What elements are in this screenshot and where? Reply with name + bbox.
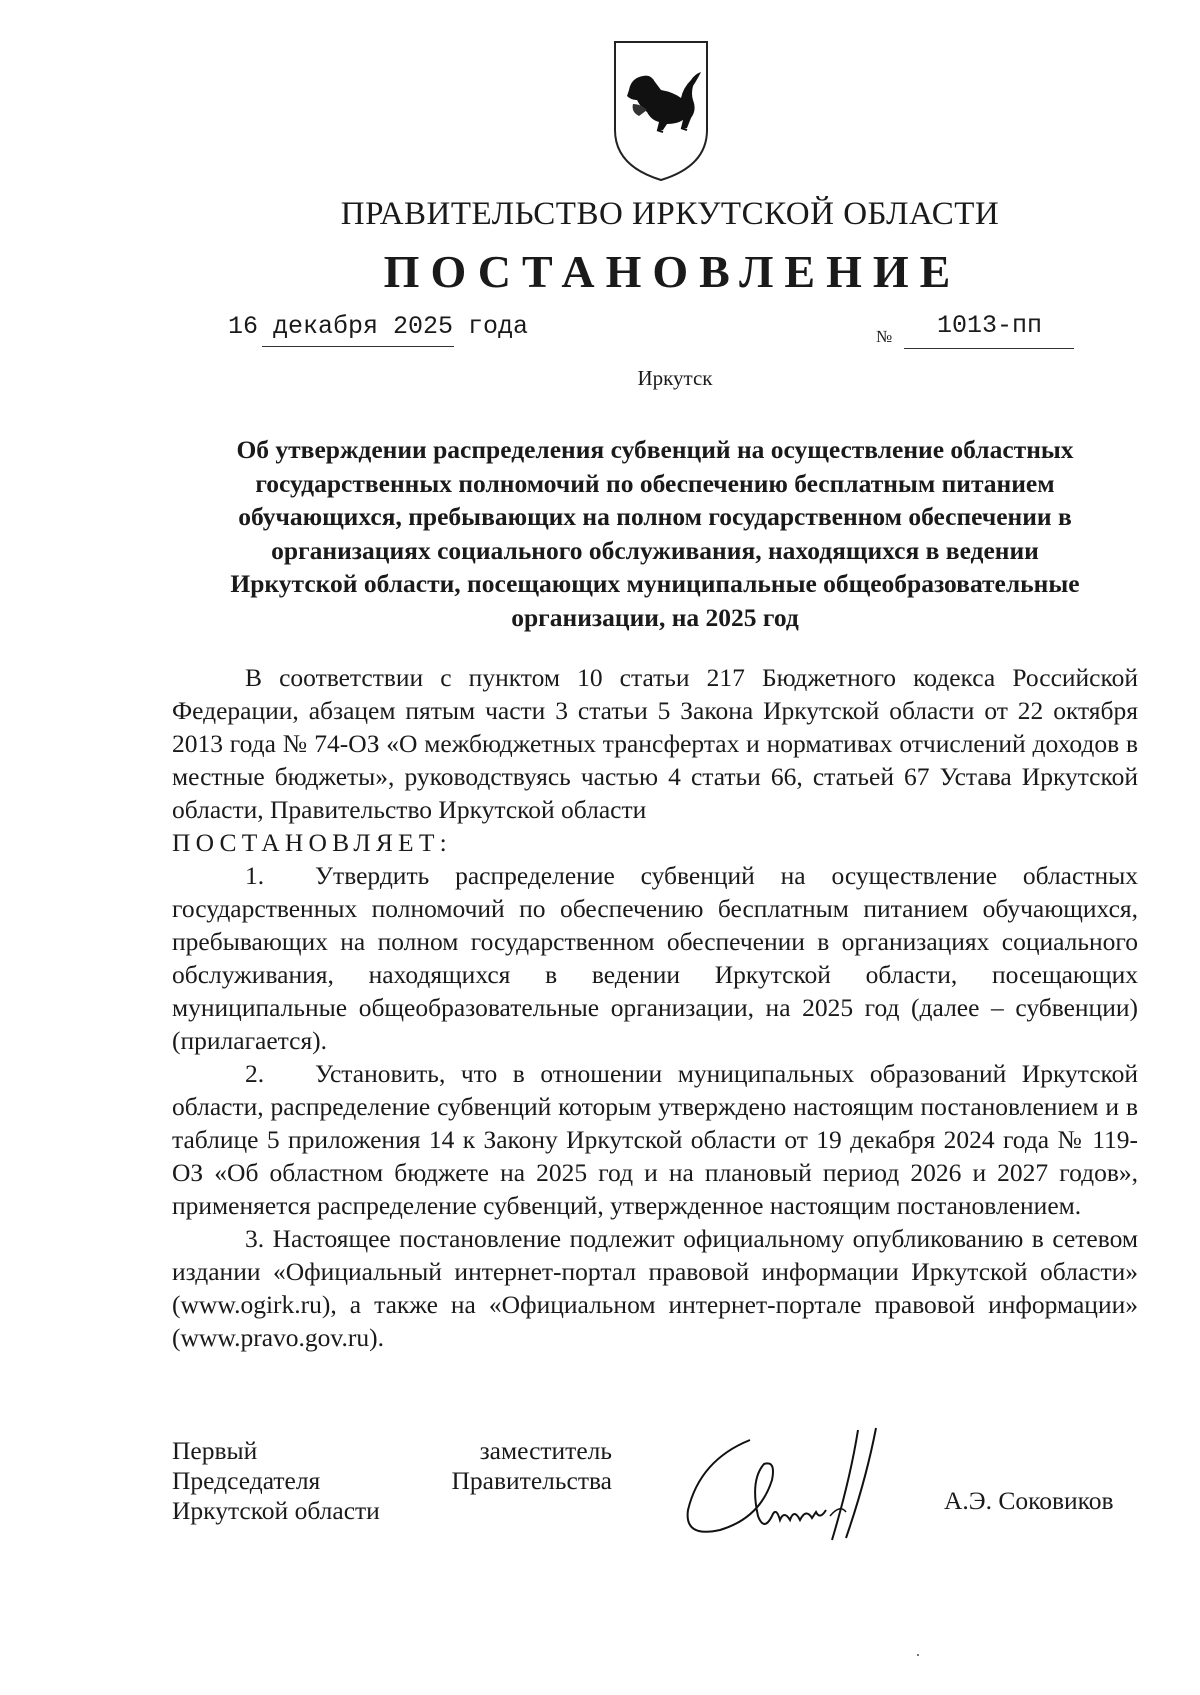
signer-name: А.Э. Соковиков — [944, 1486, 1114, 1515]
title-line: организации, на 2025 год — [511, 602, 799, 632]
coat-of-arms-emblem — [611, 38, 711, 183]
title-line: Иркутской области, посещающих муниципальные общеобразовательные — [230, 569, 1080, 598]
list-item — [172, 1057, 1138, 1222]
preamble-paragraph: В соответствии с пунктом 10 статьи 217 Бюджетного кодекса Российской Федерации, абзацем пятым части 3 статьи 5 Закона Иркутской области от 22 октября 2013 года № 74-ОЗ «О межбюджетных трансфертах и нормативах отчислений доходов в местные бюджеты», руководствуясь частью 4 статьи 66, статьей 67 Устава Иркутской области, Правительство Иркутской области — [172, 663, 1138, 824]
position-word: заместитель — [479, 1436, 612, 1465]
position-word: Первый — [172, 1436, 258, 1465]
position-word: Председателя — [172, 1466, 321, 1495]
scan-artifact — [917, 1654, 919, 1656]
title-line: обучающихся, пребывающих на полном государственном обеспечении в — [238, 502, 1072, 531]
item-text: Настоящее постановление подлежит официальному опубликованию в сетевом издании «Официальный интернет-портал правовой информации Иркутской области» (www.ogirk.ru), а также на «Официальном интернет-портале правовой информации» (www.pravo.gov.ru). — [172, 1224, 1139, 1352]
document-body — [172, 661, 1138, 1354]
item-text: Установить, что в отношении муниципальных образований Иркутской области, распределение субвенций которым утверждено настоящим постановлением и в таблице 5 приложения 14 к Закону Иркутской области от 19 декабря 2024 года № 119-ОЗ «Об областном бюджете на 2025 год и на плановый период 2026 и 2027 годов», применяется распределение субвенций, утвержденное настоящим постановлением. — [172, 1059, 1138, 1220]
item-text: Утвердить распределение субвенций на осуществление областных государственных полномочий по обеспечению бесплатным питанием обучающихся, пребывающих на полном государственном обеспечении в организациях социального обслуживания, находящихся в ведении Иркутской области, посещающих муниципальные общеобразовательные организации, на 2025 год (далее – субвенции) (прилагается). — [172, 861, 1138, 1055]
handwritten-signature — [680, 1420, 900, 1550]
signer-position — [172, 1436, 612, 1526]
decree-word: ПОСТАНОВЛЯЕТ: — [172, 828, 452, 857]
document-date: 16 декабря 2025 года — [228, 312, 529, 341]
number-underline — [904, 348, 1074, 349]
title-line: Об утверждении распределения субвенций на осуществление областных — [236, 435, 1074, 464]
date-underline — [262, 346, 454, 347]
list-item — [172, 859, 1138, 1057]
document-title — [160, 433, 1150, 634]
document-number: 1013-пп — [937, 311, 1043, 340]
position-word: Правительства — [451, 1466, 612, 1495]
number-sign: № — [876, 327, 893, 346]
city: Иркутск — [637, 366, 713, 390]
document-type: ПОСТАНОВЛЕНИЕ — [383, 246, 962, 297]
position-word: Иркутской области — [172, 1496, 380, 1525]
title-line: государственных полномочий по обеспечению бесплатным питанием — [255, 468, 1055, 498]
list-item — [172, 1222, 1138, 1354]
item-number: 1. — [245, 861, 265, 890]
item-number: 3. — [245, 1224, 265, 1253]
item-number: 2. — [245, 1059, 265, 1088]
organization-name: ПРАВИТЕЛЬСТВО ИРКУТСКОЙ ОБЛАСТИ — [340, 196, 1000, 232]
title-line: организациях социального обслуживания, находящихся в ведении — [271, 535, 1039, 565]
